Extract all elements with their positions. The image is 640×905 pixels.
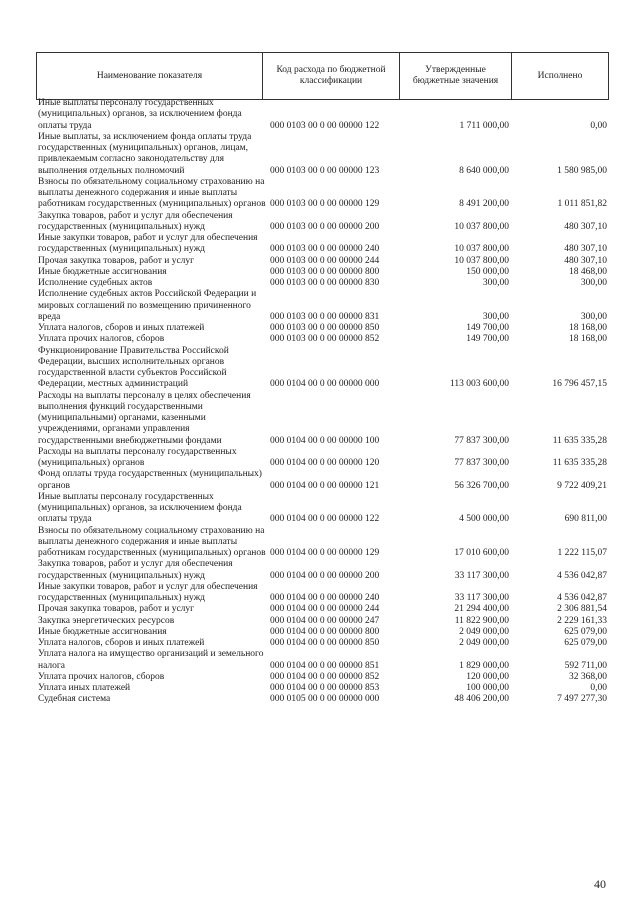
row-code: 000 0103 00 0 00 00000 200 xyxy=(270,221,380,232)
row-executed: 690 811,00 xyxy=(564,514,607,525)
row-executed: 7 497 277,30 xyxy=(557,694,607,705)
row-approved: 33 117 300,00 xyxy=(454,570,509,581)
row-name: Прочая закупка товаров, работ и услуг xyxy=(38,604,195,615)
row-approved: 113 003 600,00 xyxy=(449,379,509,390)
row-approved: 2 049 000,00 xyxy=(459,626,509,637)
row-executed: 300,00 xyxy=(580,278,607,288)
table-row xyxy=(36,267,609,278)
row-code: 000 0104 00 0 00 00000 247 xyxy=(270,615,380,626)
row-code: 000 0103 00 0 00 00000 852 xyxy=(270,334,380,345)
row-approved: 8 640 000,00 xyxy=(459,165,509,176)
row-name: Закупка товаров, работ и услуг для обеспечения государственных (муниципальных) нужд xyxy=(38,559,233,581)
row-code: 000 0103 00 0 00 00000 831 xyxy=(270,311,380,322)
table-row xyxy=(36,469,609,492)
row-code: 000 0104 00 0 00 00000 122 xyxy=(270,514,380,525)
row-name: Фонд оплаты труда государственных (муниципальных) органов xyxy=(38,469,262,491)
row-code: 000 0104 00 0 00 00000 850 xyxy=(270,638,380,648)
row-name: Иные выплаты персоналу государственных (муниципальных) органов, за исключением фонда оплаты труда xyxy=(38,491,242,525)
row-name: Уплата налогов, сборов и иных платежей xyxy=(38,638,205,648)
row-executed: 300,00 xyxy=(580,311,607,322)
row-name: Иные закупки товаров, работ и услуг для обеспечения государственных (муниципальных) нужд xyxy=(38,233,258,255)
row-name: Исполнение судебных актов xyxy=(38,278,153,288)
row-name: Уплата иных платежей xyxy=(38,683,131,693)
row-approved: 120 000,00 xyxy=(466,671,509,682)
row-code: 000 0104 00 0 00 00000 853 xyxy=(270,683,380,693)
row-executed: 2 306 881,54 xyxy=(557,604,607,615)
table-row xyxy=(36,672,609,683)
row-executed: 4 536 042,87 xyxy=(557,593,607,603)
table-row xyxy=(36,649,609,672)
table-row xyxy=(36,616,609,627)
row-name: Уплата прочих налогов, сборов xyxy=(38,334,165,345)
row-code: 000 0103 00 0 00 00000 123 xyxy=(270,165,380,176)
row-approved: 11 822 900,00 xyxy=(454,615,509,626)
row-executed: 11 635 335,28 xyxy=(552,435,607,446)
table-row xyxy=(36,582,609,605)
table-body xyxy=(36,98,609,706)
row-approved: 149 700,00 xyxy=(466,323,509,333)
table-row xyxy=(36,211,609,234)
table-row xyxy=(36,132,609,177)
row-code: 000 0104 00 0 00 00000 240 xyxy=(270,593,380,603)
table-row xyxy=(36,177,609,211)
row-name: Иные выплаты, за исключением фонда оплаты труда государственных (муниципальных) органов, лицам, привлекаемым согласно законодательству для выполнения отдельных полномочий xyxy=(38,131,252,176)
row-code: 000 0104 00 0 00 00000 000 xyxy=(270,379,380,390)
row-code: 000 0103 00 0 00 00000 244 xyxy=(270,255,380,266)
table-row xyxy=(36,278,609,289)
row-executed: 9 722 409,21 xyxy=(557,480,607,491)
row-executed: 18 168,00 xyxy=(569,334,607,345)
row-executed: 18 168,00 xyxy=(569,323,607,333)
row-approved: 149 700,00 xyxy=(466,334,509,345)
row-code: 000 0104 00 0 00 00000 244 xyxy=(270,604,380,615)
row-executed: 0,00 xyxy=(590,683,607,693)
row-code: 000 0104 00 0 00 00000 100 xyxy=(270,435,380,446)
row-approved: 1 829 000,00 xyxy=(459,660,509,671)
row-code: 000 0103 00 0 00 00000 122 xyxy=(270,120,380,131)
row-name: Иные бюджетные ассигнования xyxy=(38,626,167,637)
row-approved: 300,00 xyxy=(482,278,509,288)
row-code: 000 0104 00 0 00 00000 800 xyxy=(270,626,380,637)
row-code: 000 0104 00 0 00 00000 129 xyxy=(270,548,380,558)
table-row xyxy=(36,98,609,132)
row-code: 000 0104 00 0 00 00000 121 xyxy=(270,480,380,491)
table-row xyxy=(36,604,609,615)
row-approved: 10 037 800,00 xyxy=(454,255,509,266)
row-approved: 10 037 800,00 xyxy=(454,244,509,255)
row-approved: 10 037 800,00 xyxy=(454,221,509,232)
row-name: Функционирование Правительства Российской Федерации, высших исполнительных органов государственной власти субъектов Российской Федерации, местных администраций xyxy=(38,345,229,390)
table-row xyxy=(36,391,609,447)
header-code: Код расхода по бюджетной классификации xyxy=(263,53,400,99)
row-approved: 1 711 000,00 xyxy=(459,120,509,131)
row-name: Уплата прочих налогов, сборов xyxy=(38,671,165,682)
row-approved: 21 294 400,00 xyxy=(454,604,509,615)
table-row xyxy=(36,638,609,649)
row-executed: 480 307,10 xyxy=(564,255,607,266)
table-row xyxy=(36,323,609,334)
row-executed: 480 307,10 xyxy=(564,244,607,255)
row-name: Исполнение судебных актов Российской Федерации и мировых соглашений по возмещению причиненного вреда xyxy=(38,289,257,322)
table-row xyxy=(36,289,609,323)
row-executed: 480 307,10 xyxy=(564,221,607,232)
table-header xyxy=(36,52,609,100)
row-code: 000 0103 00 0 00 00000 830 xyxy=(270,278,380,288)
row-name: Уплата налогов, сборов и иных платежей xyxy=(38,323,205,333)
row-executed: 11 635 335,28 xyxy=(552,458,607,468)
row-approved: 33 117 300,00 xyxy=(454,593,509,603)
row-approved: 17 010 600,00 xyxy=(454,548,509,558)
row-executed: 0,00 xyxy=(590,120,607,131)
table-row xyxy=(36,233,609,256)
row-executed: 18 468,00 xyxy=(569,266,607,277)
row-name: Закупка товаров, работ и услуг для обеспечения государственных (муниципальных) нужд xyxy=(38,210,233,232)
row-approved: 77 837 300,00 xyxy=(454,458,509,468)
row-name: Закупка энергетических ресурсов xyxy=(38,615,175,626)
table-row xyxy=(36,447,609,470)
row-code: 000 0104 00 0 00 00000 120 xyxy=(270,458,380,468)
row-executed: 4 536 042,87 xyxy=(557,570,607,581)
row-approved: 77 837 300,00 xyxy=(454,435,509,446)
row-name: Иные закупки товаров, работ и услуг для обеспечения государственных (муниципальных) нужд xyxy=(38,581,258,603)
row-executed: 625 079,00 xyxy=(564,626,607,637)
table-row xyxy=(36,559,609,582)
table-row xyxy=(36,694,609,705)
row-code: 000 0104 00 0 00 00000 852 xyxy=(270,671,380,682)
row-approved: 2 049 000,00 xyxy=(459,638,509,648)
row-code: 000 0103 00 0 00 00000 800 xyxy=(270,266,380,277)
table-row xyxy=(36,683,609,694)
table-row xyxy=(36,334,609,345)
row-executed: 1 580 985,00 xyxy=(557,165,607,176)
row-name: Уплата налога на имущество организаций и земельного налога xyxy=(38,649,264,671)
row-executed: 1 011 851,82 xyxy=(557,199,607,210)
row-approved: 56 326 700,00 xyxy=(454,480,509,491)
row-code: 000 0103 00 0 00 00000 240 xyxy=(270,244,380,255)
page-number: 40 xyxy=(594,877,606,891)
table-row xyxy=(36,526,609,560)
row-approved: 48 406 200,00 xyxy=(454,694,509,705)
row-approved: 300,00 xyxy=(482,311,509,322)
table-row xyxy=(36,627,609,638)
header-approved: Утвержденные бюджетные значения xyxy=(400,53,512,99)
table-row xyxy=(36,492,609,526)
table-row xyxy=(36,346,609,391)
row-executed: 1 222 115,07 xyxy=(557,548,607,558)
row-approved: 100 000,00 xyxy=(466,683,509,693)
row-approved: 4 500 000,00 xyxy=(459,514,509,525)
row-executed: 2 229 161,33 xyxy=(557,615,607,626)
row-executed: 32 368,00 xyxy=(569,671,607,682)
row-name: Взносы по обязательному социальному страхованию на выплаты денежного содержания и иные выплаты работникам государственных (муниципальных) органов xyxy=(38,176,266,210)
row-code: 000 0103 00 0 00 00000 129 xyxy=(270,199,380,210)
row-code: 000 0103 00 0 00 00000 850 xyxy=(270,323,380,333)
row-name: Расходы на выплаты персоналу государственных (муниципальных) органов xyxy=(38,446,237,468)
row-name: Судебная система xyxy=(38,694,111,705)
row-code: 000 0104 00 0 00 00000 200 xyxy=(270,570,380,581)
row-code: 000 0104 00 0 00 00000 851 xyxy=(270,660,380,671)
row-name: Иные выплаты персоналу государственных (муниципальных) органов, за исключением фонда оплаты труда xyxy=(38,98,242,131)
table-row xyxy=(36,256,609,267)
row-approved: 8 491 200,00 xyxy=(459,199,509,210)
row-name: Взносы по обязательному социальному страхованию на выплаты денежного содержания и иные выплаты работникам государственных (муниципальных) органов xyxy=(38,525,266,558)
row-name: Прочая закупка товаров, работ и услуг xyxy=(38,255,195,266)
row-code: 000 0105 00 0 00 00000 000 xyxy=(270,694,380,705)
row-name: Иные бюджетные ассигнования xyxy=(38,266,167,277)
header-executed: Исполнено xyxy=(537,70,583,81)
row-approved: 150 000,00 xyxy=(466,266,509,277)
row-executed: 625 079,00 xyxy=(564,638,607,648)
row-name: Расходы на выплаты персоналу в целях обеспечения выполнения функций государственными (муниципальными) органами, казенными учреждениями, органами управления государственными внебюджетными фондами xyxy=(38,390,251,446)
row-executed: 592 711,00 xyxy=(564,660,607,671)
header-name: Наименование показателя xyxy=(37,53,263,99)
row-executed: 16 796 457,15 xyxy=(552,379,607,390)
